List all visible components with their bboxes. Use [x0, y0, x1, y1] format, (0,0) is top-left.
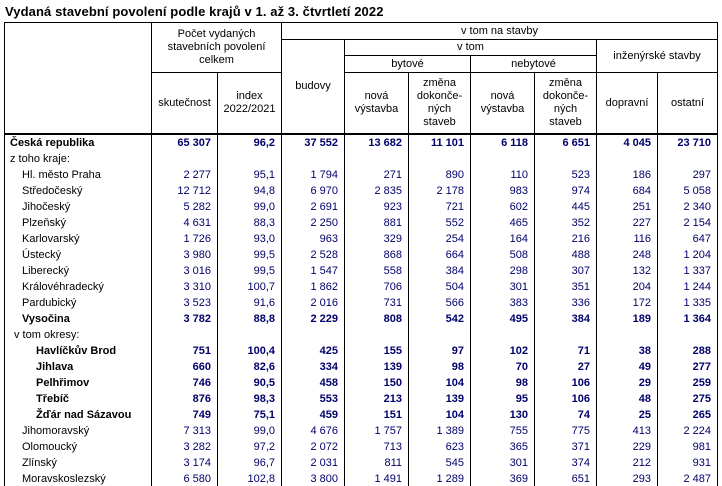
value-cell: 301 [471, 279, 535, 295]
value-cell: 150 [345, 375, 409, 391]
value-cell: 329 [345, 231, 409, 247]
table-row [5, 311, 718, 327]
value-cell: 104 [409, 407, 471, 423]
table-row [5, 375, 718, 391]
value-cell: 1 389 [409, 423, 471, 439]
table-row [5, 295, 718, 311]
value-cell: 1 289 [409, 471, 471, 486]
value-cell: 95 [471, 391, 535, 407]
value-cell: 102,8 [218, 471, 282, 486]
value-cell: 88,8 [218, 311, 282, 327]
value-cell: 4 045 [597, 134, 658, 151]
value-cell: 651 [535, 471, 597, 486]
value-cell: 553 [282, 391, 345, 407]
table-row [5, 279, 718, 295]
value-cell: 2 229 [282, 311, 345, 327]
value-cell: 365 [471, 439, 535, 455]
value-cell: 6 118 [471, 134, 535, 151]
corner-cell [5, 23, 152, 135]
value-cell: 881 [345, 215, 409, 231]
value-cell [535, 151, 597, 167]
value-cell [282, 151, 345, 167]
value-cell: 775 [535, 423, 597, 439]
value-cell: 251 [597, 199, 658, 215]
value-cell: 25 [597, 407, 658, 423]
table-row [5, 471, 718, 486]
value-cell: 383 [471, 295, 535, 311]
value-cell: 93,0 [218, 231, 282, 247]
value-cell: 2 340 [658, 199, 718, 215]
page-title: Vydaná stavební povolení podle krajů v 1. až 3. čtvrtletí 2022 [5, 4, 384, 19]
value-cell: 91,6 [218, 295, 282, 311]
value-cell: 139 [345, 359, 409, 375]
value-cell: 293 [597, 471, 658, 486]
header-actual: skutečnost [152, 73, 218, 135]
table-row [5, 199, 718, 215]
value-cell: 751 [152, 343, 218, 359]
value-cell: 602 [471, 199, 535, 215]
value-cell: 288 [658, 343, 718, 359]
value-cell: 1 726 [152, 231, 218, 247]
value-cell: 371 [535, 439, 597, 455]
table-row [5, 231, 718, 247]
value-cell: 307 [535, 263, 597, 279]
value-cell: 3 310 [152, 279, 218, 295]
value-cell: 216 [535, 231, 597, 247]
header-residential-new: nová výstavba [345, 73, 409, 135]
value-cell [597, 151, 658, 167]
value-cell: 1 491 [345, 471, 409, 486]
value-cell: 3 800 [282, 471, 345, 486]
value-cell: 96,7 [218, 455, 282, 471]
value-cell: 336 [535, 295, 597, 311]
value-cell: 7 313 [152, 423, 218, 439]
value-cell: 458 [282, 375, 345, 391]
value-cell: 931 [658, 455, 718, 471]
value-cell: 2 691 [282, 199, 345, 215]
value-cell: 746 [152, 375, 218, 391]
value-cell: 110 [471, 167, 535, 183]
region-label: Zlínský [5, 455, 152, 471]
value-cell: 684 [597, 183, 658, 199]
table-header [5, 23, 718, 135]
value-cell: 265 [658, 407, 718, 423]
region-label: Pardubický [5, 295, 152, 311]
value-cell: 495 [471, 311, 535, 327]
value-cell: 1 757 [345, 423, 409, 439]
value-cell: 508 [471, 247, 535, 263]
value-cell: 890 [409, 167, 471, 183]
value-cell [471, 327, 535, 343]
region-label: Moravskoslezský [5, 471, 152, 486]
value-cell: 542 [409, 311, 471, 327]
table-row [5, 407, 718, 423]
header-other: ostatní [658, 73, 718, 135]
value-cell: 297 [658, 167, 718, 183]
region-label: Česká republika [5, 134, 152, 151]
header-residential: bytové [345, 56, 471, 73]
value-cell: 37 552 [282, 134, 345, 151]
value-cell: 275 [658, 391, 718, 407]
header-non-residential: nebytové [471, 56, 597, 73]
value-cell: 721 [409, 199, 471, 215]
table-row [5, 167, 718, 183]
table-row [5, 359, 718, 375]
region-label: z toho kraje: [5, 151, 152, 167]
value-cell: 623 [409, 439, 471, 455]
value-cell: 99,0 [218, 423, 282, 439]
region-label: Jihlava [5, 359, 152, 375]
value-cell: 445 [535, 199, 597, 215]
value-cell: 876 [152, 391, 218, 407]
value-cell: 731 [345, 295, 409, 311]
table-row [5, 455, 718, 471]
value-cell: 186 [597, 167, 658, 183]
value-cell [152, 327, 218, 343]
value-cell: 1 794 [282, 167, 345, 183]
table-row [5, 391, 718, 407]
value-cell: 49 [597, 359, 658, 375]
value-cell: 6 651 [535, 134, 597, 151]
value-cell: 75,1 [218, 407, 282, 423]
table-row [5, 247, 718, 263]
value-cell [658, 327, 718, 343]
value-cell: 923 [345, 199, 409, 215]
value-cell: 189 [597, 311, 658, 327]
header-residential-change: změna dokonče-ných staveb [409, 73, 471, 135]
value-cell: 4 631 [152, 215, 218, 231]
value-cell: 981 [658, 439, 718, 455]
table-row [5, 134, 718, 151]
region-label: Liberecký [5, 263, 152, 279]
table-row [5, 151, 718, 167]
value-cell: 504 [409, 279, 471, 295]
value-cell: 96,2 [218, 134, 282, 151]
value-cell: 351 [535, 279, 597, 295]
value-cell: 94,8 [218, 183, 282, 199]
region-label: Třebíč [5, 391, 152, 407]
value-cell: 99,5 [218, 247, 282, 263]
value-cell: 88,3 [218, 215, 282, 231]
header-nonresidential-change: změna dokonče-ných staveb [535, 73, 597, 135]
value-cell: 12 712 [152, 183, 218, 199]
value-cell: 74 [535, 407, 597, 423]
value-cell: 1 862 [282, 279, 345, 295]
value-cell: 98 [409, 359, 471, 375]
value-cell: 664 [409, 247, 471, 263]
value-cell: 384 [409, 263, 471, 279]
value-cell: 48 [597, 391, 658, 407]
value-cell: 65 307 [152, 134, 218, 151]
table-row [5, 327, 718, 343]
value-cell: 706 [345, 279, 409, 295]
value-cell: 38 [597, 343, 658, 359]
value-cell: 2 487 [658, 471, 718, 486]
value-cell: 99,0 [218, 199, 282, 215]
value-cell: 97 [409, 343, 471, 359]
header-engineering: inženýrské stavby [597, 40, 718, 73]
value-cell: 755 [471, 423, 535, 439]
header-index: index 2022/2021 [218, 73, 282, 135]
value-cell: 98 [471, 375, 535, 391]
value-cell: 301 [471, 455, 535, 471]
value-cell: 102 [471, 343, 535, 359]
building-permits-table [4, 22, 718, 486]
value-cell: 139 [409, 391, 471, 407]
header-nonresidential-new: nová výstavba [471, 73, 535, 135]
value-cell [409, 151, 471, 167]
value-cell: 413 [597, 423, 658, 439]
region-label: Olomoucký [5, 439, 152, 455]
value-cell [218, 327, 282, 343]
value-cell: 647 [658, 231, 718, 247]
value-cell: 4 676 [282, 423, 345, 439]
value-cell: 95,1 [218, 167, 282, 183]
value-cell: 213 [345, 391, 409, 407]
value-cell: 2 224 [658, 423, 718, 439]
value-cell: 3 016 [152, 263, 218, 279]
value-cell: 749 [152, 407, 218, 423]
value-cell: 465 [471, 215, 535, 231]
value-cell: 116 [597, 231, 658, 247]
value-cell: 369 [471, 471, 535, 486]
value-cell: 151 [345, 407, 409, 423]
value-cell [535, 327, 597, 343]
value-cell: 227 [597, 215, 658, 231]
region-label: Pelhřimov [5, 375, 152, 391]
table-row [5, 215, 718, 231]
value-cell: 1 364 [658, 311, 718, 327]
value-cell: 523 [535, 167, 597, 183]
value-cell: 2 528 [282, 247, 345, 263]
value-cell: 298 [471, 263, 535, 279]
value-cell: 212 [597, 455, 658, 471]
value-cell: 106 [535, 391, 597, 407]
value-cell: 259 [658, 375, 718, 391]
value-cell: 3 523 [152, 295, 218, 311]
value-cell: 1 204 [658, 247, 718, 263]
value-cell: 808 [345, 311, 409, 327]
region-label: Havlíčkův Brod [5, 343, 152, 359]
value-cell: 82,6 [218, 359, 282, 375]
value-cell [152, 151, 218, 167]
value-cell: 1 547 [282, 263, 345, 279]
value-cell: 2 835 [345, 183, 409, 199]
value-cell: 566 [409, 295, 471, 311]
value-cell: 713 [345, 439, 409, 455]
value-cell [597, 327, 658, 343]
value-cell: 974 [535, 183, 597, 199]
header-of-which: v tom [345, 40, 597, 56]
value-cell [409, 327, 471, 343]
value-cell: 1 335 [658, 295, 718, 311]
value-cell: 660 [152, 359, 218, 375]
value-cell [658, 151, 718, 167]
value-cell: 3 174 [152, 455, 218, 471]
value-cell: 2 250 [282, 215, 345, 231]
region-label: Plzeňský [5, 215, 152, 231]
value-cell: 558 [345, 263, 409, 279]
value-cell: 277 [658, 359, 718, 375]
value-cell [471, 151, 535, 167]
region-label: Hl. město Praha [5, 167, 152, 183]
value-cell: 1 244 [658, 279, 718, 295]
region-label: Jihomoravský [5, 423, 152, 439]
value-cell: 204 [597, 279, 658, 295]
table-row [5, 183, 718, 199]
value-cell: 98,3 [218, 391, 282, 407]
value-cell: 811 [345, 455, 409, 471]
value-cell: 6 580 [152, 471, 218, 486]
region-label: Jihočeský [5, 199, 152, 215]
value-cell: 488 [535, 247, 597, 263]
value-cell [218, 151, 282, 167]
value-cell: 459 [282, 407, 345, 423]
value-cell: 2 031 [282, 455, 345, 471]
region-label: Vysočina [5, 311, 152, 327]
value-cell: 3 980 [152, 247, 218, 263]
value-cell [345, 327, 409, 343]
table-row [5, 343, 718, 359]
value-cell: 155 [345, 343, 409, 359]
value-cell: 229 [597, 439, 658, 455]
value-cell: 23 710 [658, 134, 718, 151]
value-cell: 384 [535, 311, 597, 327]
value-cell: 27 [535, 359, 597, 375]
header-transport: dopravní [597, 73, 658, 135]
value-cell: 99,5 [218, 263, 282, 279]
value-cell: 2 072 [282, 439, 345, 455]
value-cell: 164 [471, 231, 535, 247]
value-cell: 868 [345, 247, 409, 263]
value-cell: 130 [471, 407, 535, 423]
table-body [5, 134, 718, 486]
value-cell: 425 [282, 343, 345, 359]
value-cell: 334 [282, 359, 345, 375]
value-cell: 172 [597, 295, 658, 311]
region-label: Žďár nad Sázavou [5, 407, 152, 423]
value-cell: 71 [535, 343, 597, 359]
value-cell: 100,4 [218, 343, 282, 359]
value-cell: 983 [471, 183, 535, 199]
value-cell: 1 337 [658, 263, 718, 279]
table-row [5, 263, 718, 279]
value-cell: 963 [282, 231, 345, 247]
value-cell: 97,2 [218, 439, 282, 455]
value-cell: 552 [409, 215, 471, 231]
value-cell: 70 [471, 359, 535, 375]
value-cell: 3 282 [152, 439, 218, 455]
region-label: Středočeský [5, 183, 152, 199]
value-cell: 11 101 [409, 134, 471, 151]
header-on-structures: v tom na stavby [282, 23, 718, 40]
value-cell: 254 [409, 231, 471, 247]
value-cell: 5 058 [658, 183, 718, 199]
value-cell: 132 [597, 263, 658, 279]
value-cell: 2 277 [152, 167, 218, 183]
value-cell: 90,5 [218, 375, 282, 391]
value-cell: 104 [409, 375, 471, 391]
table-row [5, 423, 718, 439]
table-row [5, 439, 718, 455]
value-cell [345, 151, 409, 167]
value-cell: 13 682 [345, 134, 409, 151]
value-cell: 100,7 [218, 279, 282, 295]
value-cell: 5 282 [152, 199, 218, 215]
value-cell: 374 [535, 455, 597, 471]
value-cell: 6 970 [282, 183, 345, 199]
value-cell: 545 [409, 455, 471, 471]
value-cell: 29 [597, 375, 658, 391]
header-buildings: budovy [282, 40, 345, 135]
value-cell: 2 016 [282, 295, 345, 311]
region-label: Karlovarský [5, 231, 152, 247]
value-cell [282, 327, 345, 343]
region-label: Královéhradecký [5, 279, 152, 295]
value-cell: 2 178 [409, 183, 471, 199]
value-cell: 2 154 [658, 215, 718, 231]
header-total-permits: Počet vydaných stavebních povolení celkem [152, 23, 282, 73]
value-cell: 106 [535, 375, 597, 391]
region-label: Ústecký [5, 247, 152, 263]
value-cell: 248 [597, 247, 658, 263]
region-label: v tom okresy: [5, 327, 152, 343]
value-cell: 352 [535, 215, 597, 231]
value-cell: 3 782 [152, 311, 218, 327]
value-cell: 271 [345, 167, 409, 183]
